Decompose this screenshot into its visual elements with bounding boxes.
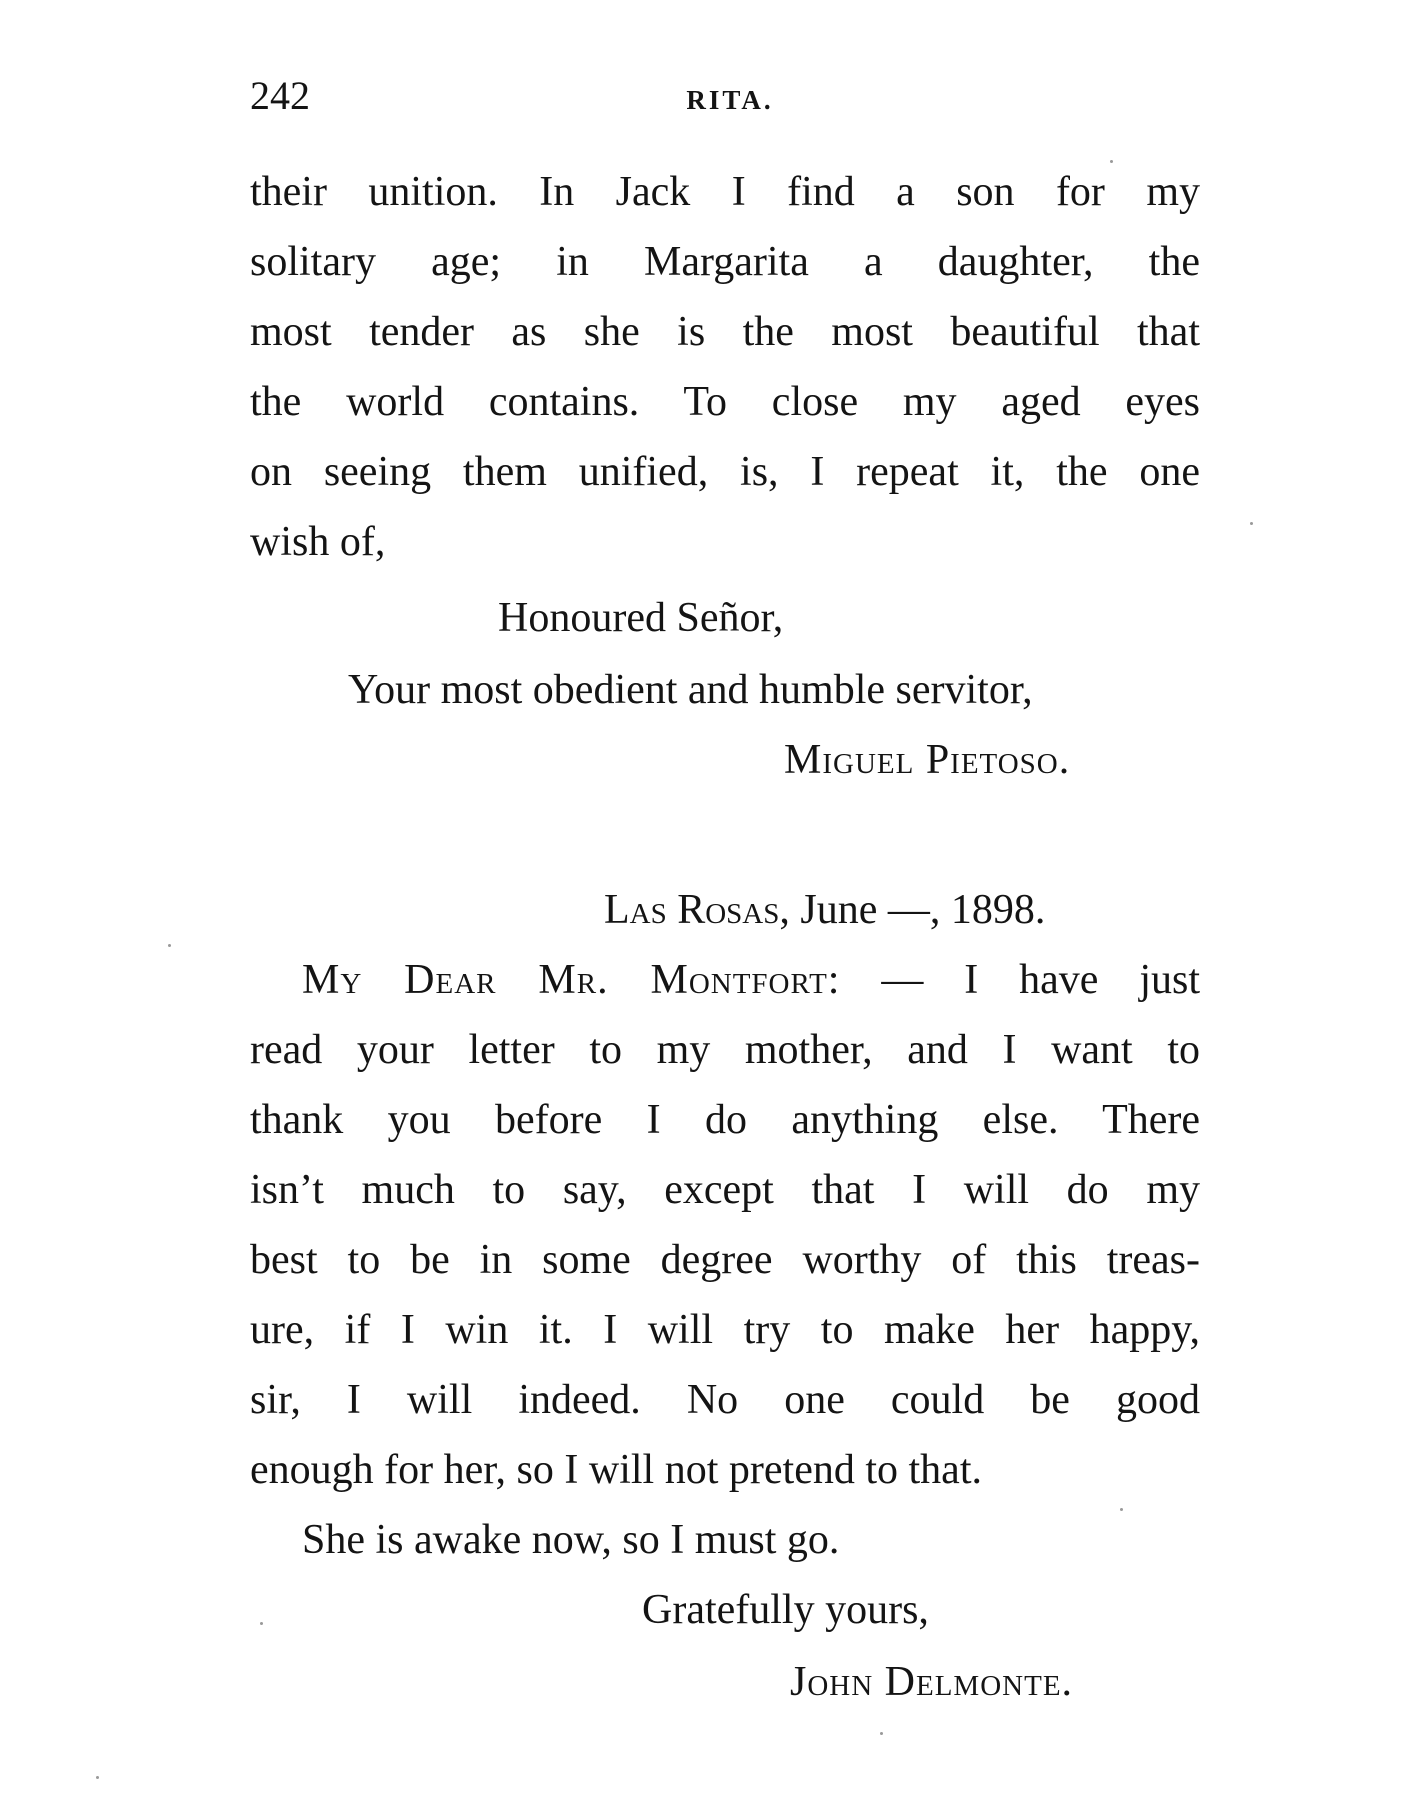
scan-speck	[1110, 160, 1113, 163]
dateline	[604, 880, 1045, 940]
greeting-line	[302, 950, 1200, 1010]
text-line: best to be in some degree worthy of this treas-	[250, 1237, 1200, 1283]
greeting: My Dear Mr. Montfort:	[302, 957, 841, 1003]
text-line: read your letter to my mother, and I want to	[250, 1027, 1200, 1073]
scan-speck	[880, 1732, 883, 1735]
scan-speck	[168, 944, 171, 947]
text-line: isn’t much to say, except that I will do my	[250, 1167, 1200, 1213]
text-line: thank you before I do anything else. There	[250, 1097, 1200, 1143]
running-title: RITA.	[686, 85, 774, 115]
salutation: Honoured Señor,	[498, 595, 784, 641]
text-line: solitary age; in Margarita a daughter, the	[250, 239, 1200, 285]
dateline-date: , June —, 1898.	[779, 887, 1046, 933]
signature: Miguel Pietoso.	[784, 737, 1071, 783]
greeting-line-rest: — I have just	[881, 957, 1200, 1003]
closing: Gratefully yours,	[642, 1587, 929, 1633]
dateline-place: Las Rosas	[604, 887, 780, 933]
page-number: 242	[250, 73, 310, 118]
scan-speck	[1120, 1508, 1123, 1511]
last-paragraph: She is awake now, so I must go.	[302, 1517, 840, 1563]
signature: John Delmonte.	[790, 1659, 1074, 1705]
text-line: on seeing them unified, is, I repeat it, the one	[250, 449, 1200, 495]
text-line: sir, I will indeed. No one could be good	[250, 1377, 1200, 1423]
scan-speck	[1250, 522, 1253, 525]
page-header	[250, 68, 1200, 128]
text-line: the world contains. To close my aged eyes	[250, 379, 1200, 425]
text-line: enough for her, so I will not pretend to that.	[250, 1447, 982, 1493]
text-line: ure, if I win it. I will try to make her happy,	[250, 1307, 1200, 1353]
text-line: their unition. In Jack I find a son for my	[250, 169, 1200, 215]
scan-speck	[96, 1776, 99, 1779]
text-line-last: wish of,	[250, 519, 386, 565]
text-line: most tender as she is the most beautiful that	[250, 309, 1200, 355]
closing: Your most obedient and humble servitor,	[348, 667, 1033, 713]
scan-speck	[260, 1622, 263, 1625]
